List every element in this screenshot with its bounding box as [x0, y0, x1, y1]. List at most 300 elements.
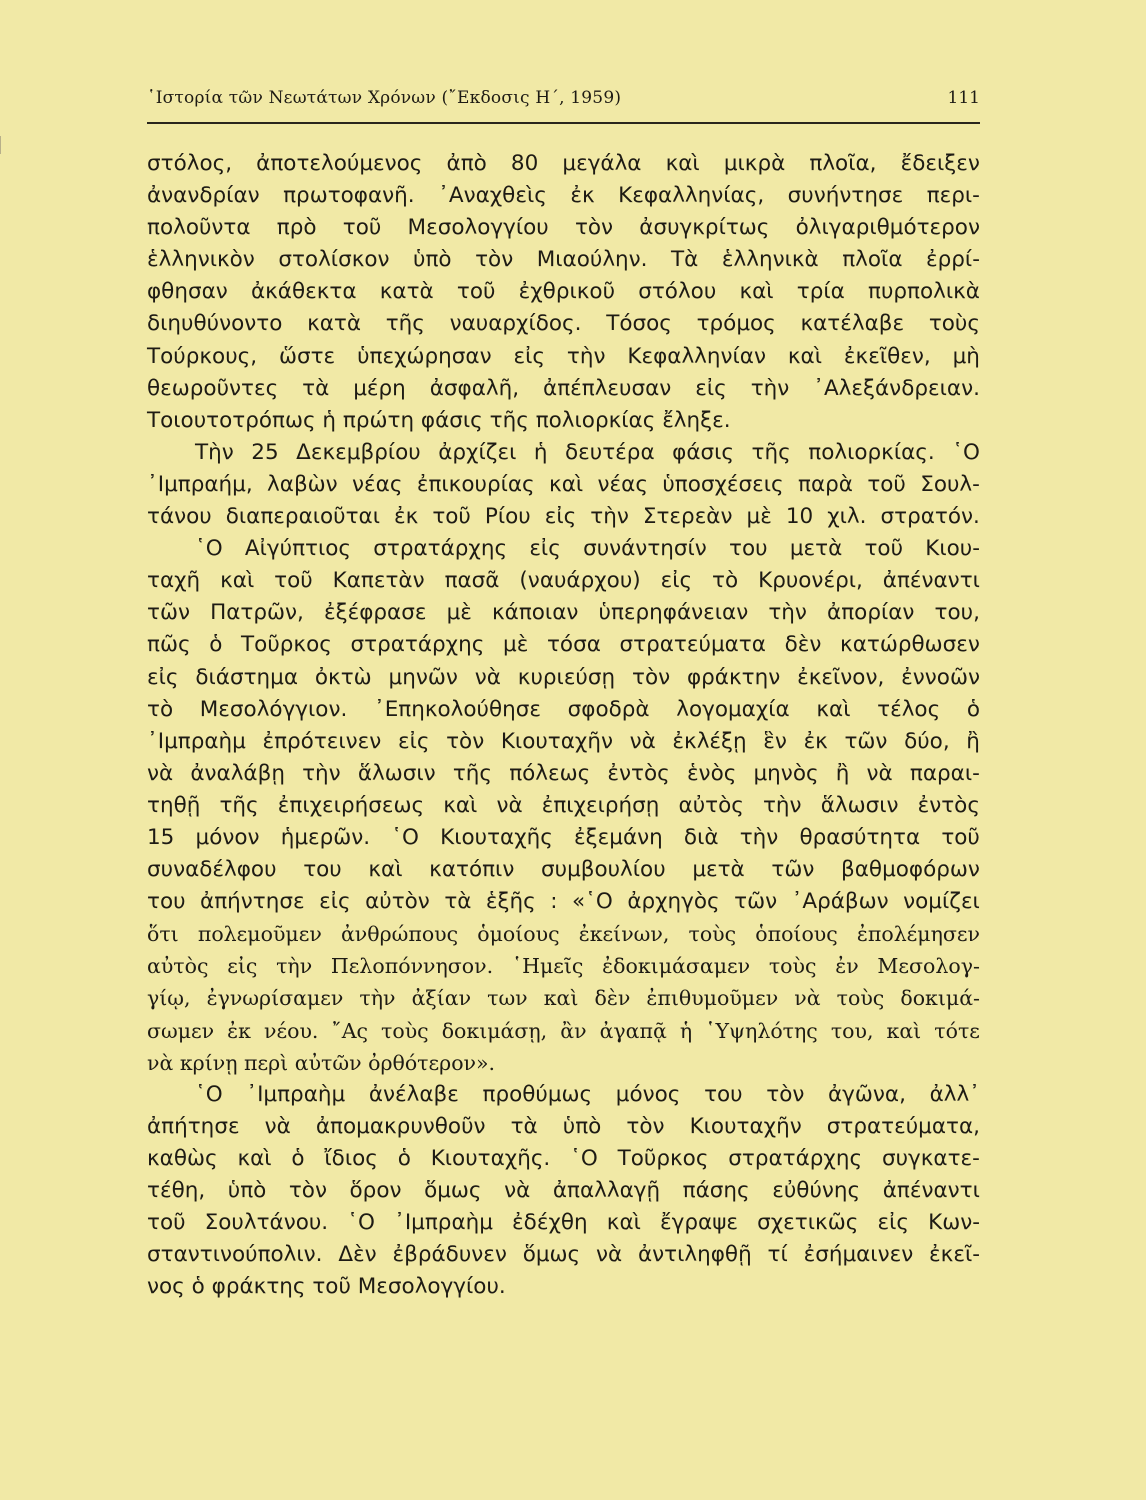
text-line [147, 244, 980, 276]
word: στόλος, [147, 151, 233, 176]
word: ἀξίαν [411, 986, 472, 1011]
word: ἀπὸ [446, 151, 487, 176]
word: Μεσολογγίου. [357, 1274, 506, 1300]
word: ἓν [763, 728, 787, 754]
word: σχετικῶς [757, 1210, 859, 1236]
text-line [147, 405, 980, 437]
word: ἐν [835, 954, 859, 979]
word: Κιουταχῆν [500, 728, 613, 754]
word: ἐξέφρασε [323, 600, 427, 626]
word: νομίζει [903, 889, 980, 915]
text-line [147, 950, 980, 982]
word: στρατάρχης [350, 632, 485, 658]
word: ταχῆ [147, 568, 201, 594]
word: σφοδρὰ [567, 696, 650, 722]
word: τρόμος [696, 311, 776, 337]
word: δοκιμάσῃ, [441, 1018, 548, 1043]
word: ὀλιγαριθμότερον [795, 215, 980, 241]
word: τὴν [590, 504, 629, 530]
word: ἀλλ᾿ [929, 1081, 980, 1107]
word: ἐχθρικοῦ [518, 279, 616, 305]
word: Κων- [928, 1210, 980, 1236]
word: ἐπιχειρήσεως [277, 792, 425, 818]
word: νὰ [794, 986, 821, 1011]
word: Πατρῶν, [210, 600, 304, 626]
text-line [147, 1175, 980, 1207]
word: ἐγνωρίσαμεν [206, 986, 344, 1011]
word: τὸν [766, 1081, 805, 1107]
word: Κιου- [925, 536, 980, 562]
word: στρατάρχης [373, 536, 508, 562]
margin-mark [0, 136, 9, 154]
word: ῾Ο [347, 1210, 375, 1236]
word: (ναυάρχου) [519, 568, 641, 594]
word: τὰ [302, 375, 330, 401]
word: ῎Ας [331, 1018, 368, 1043]
word: ἐκ [570, 183, 595, 209]
word: τὴν [762, 792, 802, 818]
word: τὰ [444, 889, 472, 915]
word: διηυθύνοντο [147, 311, 283, 337]
word: ῾Ο [952, 439, 980, 465]
word: ὑπεχώρησαν [357, 343, 492, 369]
text-line [147, 854, 980, 886]
word: καὶ [886, 1018, 922, 1043]
header-rule [147, 122, 980, 124]
word: ὥστε [278, 343, 336, 369]
word: πολοῦντα [147, 215, 251, 241]
word: διάστημα [195, 664, 299, 690]
word: των [487, 986, 528, 1011]
word: Μεσολογ- [877, 954, 980, 979]
word: προθύμως [482, 1081, 593, 1107]
word: Δεκεμβρίου [296, 439, 421, 465]
text-line [147, 180, 980, 212]
word: φθησαν [147, 279, 228, 305]
word: νὰ [496, 792, 523, 818]
word: καὶ [606, 1210, 641, 1236]
word: ᾿Αλεξάνδρειαν. [813, 375, 980, 401]
word: εἰς [877, 1210, 909, 1236]
word: εἰς [660, 568, 693, 594]
word: Μεσολογγίου [407, 215, 549, 241]
word: τοὺς [768, 954, 817, 979]
word: τὰ [510, 1113, 538, 1139]
word: 25 [251, 439, 279, 465]
word: «῾Ο [572, 889, 613, 915]
word: ἡμερῶν. [280, 824, 371, 850]
word: ὀκτὼ [314, 664, 372, 690]
word: τέθη, [147, 1178, 206, 1203]
word: ἡ [322, 407, 337, 433]
word: Κρυονέρι, [758, 568, 863, 594]
text-line [147, 662, 980, 694]
text-line [147, 341, 980, 373]
word: του [729, 536, 768, 562]
word: ὑπὸ [562, 1113, 602, 1139]
word: ἂν [560, 1018, 587, 1043]
word: κατὰ [307, 311, 362, 337]
word: εἰς [695, 375, 727, 401]
word: τρία [796, 279, 845, 305]
word: ἐξεμάνη [574, 824, 663, 850]
word: μετὰ [692, 857, 745, 883]
word: ῾Υψηλότης [705, 1018, 818, 1043]
word: τοὺς [836, 986, 885, 1011]
text-line [147, 1015, 980, 1047]
word: κατὰ [379, 279, 434, 305]
word: ἐκεῖθεν, [843, 343, 931, 369]
word: μὲ [446, 600, 472, 626]
word: του, [830, 1018, 874, 1043]
word: ἐντὸς [607, 760, 670, 786]
word: ἀπορίαν [827, 600, 915, 626]
word: τοῦ [864, 536, 904, 562]
word: ἐντὸς [917, 792, 980, 818]
word: Τόσος [606, 311, 672, 337]
text-line [147, 1239, 980, 1271]
word: ἐπικουρίας [416, 471, 535, 497]
word: ᾿Επηκολούθησε [373, 696, 542, 722]
word: κατώρθωσεν [840, 632, 980, 658]
word: ἡ [679, 1018, 693, 1043]
word: νὰ [596, 1242, 623, 1268]
text-line [147, 276, 980, 308]
word: πολιορκίας. [808, 439, 935, 465]
word: ὑπὸ [227, 1178, 267, 1203]
word: Κεφαλληνίαν [627, 343, 766, 369]
word: ἐννοῶν [901, 664, 980, 690]
text-line [147, 308, 980, 340]
word: μεγάλα [562, 151, 642, 176]
word: εἰς [397, 728, 430, 754]
word: βαθμοφόρων [841, 857, 980, 883]
word: αὐτὸς [147, 954, 209, 979]
word: ἀρχηγὸς [627, 889, 720, 915]
word: δὲν [594, 986, 631, 1011]
word: πρώτη [342, 407, 415, 433]
word: αὐτὸς [678, 792, 744, 818]
word: ἀπέναντι [882, 568, 980, 594]
word: ἐκ [227, 1018, 251, 1043]
word: σταντινούπολιν. [147, 1242, 323, 1268]
word: Ρίου [484, 504, 531, 530]
text-line [147, 212, 980, 244]
word: ἀπέναντι [882, 1178, 980, 1203]
word: καὶ [368, 857, 403, 883]
word: ἀνανδρίαν [147, 183, 260, 209]
word: καὶ [443, 792, 478, 818]
word: ὅμως [522, 1242, 581, 1268]
text-line [147, 533, 980, 565]
word: κατέλαβε [800, 311, 905, 337]
word: μὴ [952, 343, 980, 369]
word: ἀρχίζει [438, 439, 517, 465]
word: πυρπολικὰ [868, 279, 980, 305]
word: συνήντησε [787, 183, 904, 209]
word: τὸν [288, 1178, 327, 1203]
word: φάσις [420, 407, 483, 433]
word: τότε [934, 1018, 980, 1043]
word: τὸ [147, 696, 174, 722]
word: μόνος [615, 1081, 681, 1107]
word: 80 [510, 151, 539, 176]
word: πόλεως [509, 760, 591, 786]
word: περὶ [244, 1050, 289, 1075]
word: Τὰ [671, 247, 699, 273]
word: καὶ [237, 1145, 272, 1171]
word: συναδέλφου [147, 857, 277, 883]
word: ὑπερηφάνειαν [598, 600, 749, 626]
text-line [147, 886, 980, 918]
text-line [147, 597, 980, 629]
word: ὀρθότερον». [368, 1050, 496, 1075]
word: λογομαχία [676, 696, 790, 722]
word: πρὸ [276, 215, 317, 241]
word: τοῦ [941, 824, 980, 850]
word: τὴν [768, 600, 807, 626]
word: Κιουταχῆς [440, 824, 553, 850]
word: ἀπομακρυνθοῦν [315, 1113, 486, 1139]
word: τὴν [302, 760, 341, 786]
word: Μιαούλην. [536, 247, 648, 273]
word: πολεμοῦμεν [197, 922, 322, 947]
word: Σουλτάνου. [204, 1210, 329, 1236]
text-line [147, 982, 980, 1014]
word: ἀνθρώπους [340, 922, 459, 947]
word: Δὲν [338, 1242, 377, 1268]
word: ὅτι [147, 922, 179, 947]
text-line [147, 1207, 980, 1239]
text-line [147, 148, 980, 180]
word: τὸν [632, 664, 671, 690]
word: τῆς [452, 760, 493, 786]
word: θεωροῦντες [147, 375, 279, 401]
word: εἰς [529, 536, 561, 562]
word: τῆς [219, 792, 259, 818]
word: στρατεύματα [619, 632, 766, 658]
word: συμβουλίου [541, 857, 666, 883]
word: περι- [926, 183, 980, 209]
text-line [147, 1143, 980, 1175]
page-number: 111 [947, 88, 980, 108]
word: Σουλ- [920, 471, 980, 497]
word: ᾿Ιμπραὴμ [147, 728, 246, 754]
word: του [147, 889, 186, 915]
word: ἔληξε. [662, 407, 731, 433]
word: συγκατε- [881, 1145, 980, 1171]
word: Τοῦρκος [617, 1145, 709, 1171]
word: τὸν [446, 728, 485, 754]
word: κρίνῃ [179, 1050, 238, 1075]
word: τὸν [475, 247, 514, 273]
word: τοὺς [688, 922, 737, 947]
word: τὴν [739, 824, 779, 850]
word: ἔγραψε [660, 1210, 739, 1236]
word: καὶ [543, 986, 579, 1011]
word: μὲ [503, 632, 529, 658]
word: τηθῇ [147, 792, 201, 818]
word: ἐκ [803, 728, 828, 754]
word: τοῦ [342, 215, 382, 241]
word: τοὺς [381, 1018, 429, 1043]
text-line [147, 565, 980, 597]
word: διαπεραιοῦται [225, 504, 380, 530]
word: ναυαρχίδος. [449, 311, 582, 337]
text-line [147, 1111, 980, 1143]
word: Πελοπόννησον. [330, 954, 494, 979]
word: στόλου [638, 279, 717, 305]
word: τὸν [626, 1113, 665, 1139]
word: καὶ [816, 696, 851, 722]
word: γίῳ, [147, 986, 191, 1011]
word: σωμεν [147, 1018, 215, 1043]
word: ἐδοκιμάσαμεν [602, 954, 751, 979]
word: τοῦ [312, 1274, 351, 1300]
word: ἀπήτησε [147, 1113, 240, 1139]
word: κυριεύσῃ [517, 664, 616, 690]
word: δευτέρα [565, 439, 655, 465]
word: Τοῦρκος [241, 632, 332, 658]
word: ἴδιος [324, 1145, 378, 1171]
word: ῾Ημεῖς [511, 954, 584, 979]
word: μηνὸς [753, 760, 819, 786]
word: του [303, 857, 342, 883]
word: ᾿Αράβων [791, 889, 889, 915]
word: τί [767, 1242, 788, 1268]
word: Τὴν [195, 439, 234, 465]
word: ῾Ο [195, 1081, 223, 1107]
text-line [147, 758, 980, 790]
word: ἑλληνικὸν [147, 247, 255, 273]
word: ὑποσχέσεις [662, 471, 784, 497]
word: διὰ [683, 824, 719, 850]
word: ἀκάθεκτα [250, 279, 357, 305]
word: ῾Ο [570, 1145, 598, 1171]
text-line [147, 790, 980, 822]
word: ᾿Ιμπραὴμ [246, 1081, 346, 1107]
word: ἅλωσιν [820, 792, 899, 818]
word: παραι- [909, 760, 980, 786]
word: ὁ [397, 1145, 411, 1171]
word: ἀγῶνα, [828, 1081, 906, 1107]
word: μὲ [746, 504, 772, 530]
word: τὴν [276, 954, 313, 979]
word: του [704, 1081, 743, 1107]
word: εὐθύνης [772, 1178, 861, 1203]
word: ἑνὸς [686, 760, 737, 786]
word: λαβὼν [267, 471, 338, 497]
text-line [147, 437, 980, 469]
word: ἀνέλαβε [368, 1081, 459, 1107]
text-line [147, 918, 980, 950]
word: ῾Ο [391, 824, 419, 850]
word: Κιουταχῆν [689, 1113, 802, 1139]
word: τοῦ [274, 568, 313, 594]
word: Αἰγύπτιος [244, 536, 352, 562]
word: του, [934, 600, 980, 626]
word: ᾿Ιμπραὴμ [394, 1210, 493, 1236]
word: εἰς [513, 343, 545, 369]
word: στρατόν. [880, 504, 980, 530]
word: κάποιαν [491, 600, 579, 626]
word: φράκτης [211, 1274, 306, 1300]
word: Τοιουτοτρόπως [147, 407, 316, 433]
word: τὴν [359, 986, 396, 1011]
word: ὁ [291, 1145, 305, 1171]
text-line [147, 1047, 980, 1079]
word: ἀπήντησε [200, 889, 305, 915]
word: : [550, 889, 558, 915]
word: ἐδέχθη [512, 1210, 588, 1236]
word: στρατεύματα, [826, 1113, 980, 1139]
word: καὶ [549, 471, 584, 497]
word: καὶ [220, 568, 255, 594]
word: ἐπιχειρήσῃ [541, 792, 660, 818]
word: καὶ [787, 343, 823, 369]
text-line [147, 629, 980, 661]
word: τοῦ [432, 504, 471, 530]
word: ἐκ [394, 504, 419, 530]
running-header [147, 88, 980, 122]
word: Καπετὰν [332, 568, 425, 594]
word: αὐτὸν [365, 889, 430, 915]
word: ὑπὸ [413, 247, 452, 273]
word: παρὰ [798, 471, 853, 497]
word: τόσα [546, 632, 601, 658]
word: νὰ [147, 1050, 174, 1075]
word: ἅλωσιν [357, 760, 436, 786]
text-line [147, 822, 980, 854]
word: ὁ [191, 1274, 205, 1300]
word: νὰ [866, 760, 893, 786]
word: ἀναλάβῃ [190, 760, 285, 786]
word: ἀπέπλευσαν [543, 375, 672, 401]
word: νὰ [504, 1178, 531, 1203]
word: Κιουταχῆς. [430, 1145, 551, 1171]
text-line [147, 373, 980, 405]
word: ὁ [209, 632, 223, 658]
word: θρασύτητα [799, 824, 921, 850]
word: δύο, [904, 728, 950, 754]
word: εἰς [319, 889, 351, 915]
word: ὁμοίους [477, 922, 560, 947]
body-text [147, 148, 980, 1303]
word: τῆς [489, 407, 529, 433]
word: πάσης [682, 1178, 750, 1203]
word: ἢ [835, 760, 850, 786]
word: ᾿Ιμπραήμ, [147, 471, 253, 497]
word: τοῦ [456, 279, 496, 305]
word: ἑξῆς [485, 889, 536, 915]
word: τοῦ [147, 1210, 186, 1236]
word: Τούρκους, [147, 343, 258, 369]
word: νὰ [264, 1113, 291, 1139]
word: καθὼς [147, 1145, 218, 1171]
word: μικρὰ [723, 151, 786, 176]
word: τῶν [147, 600, 190, 626]
word: νέας [597, 471, 648, 497]
text-line [147, 694, 980, 726]
text-line [147, 726, 980, 758]
word: ὅρον [349, 1178, 402, 1203]
word: ἐκεῖνον, [797, 664, 885, 690]
word: τὸν [574, 215, 614, 241]
word: τὴν [750, 375, 790, 401]
word: καὶ [665, 151, 700, 176]
word: ἐπρότεινεν [262, 728, 382, 754]
word: στρατάρχης [728, 1145, 863, 1171]
